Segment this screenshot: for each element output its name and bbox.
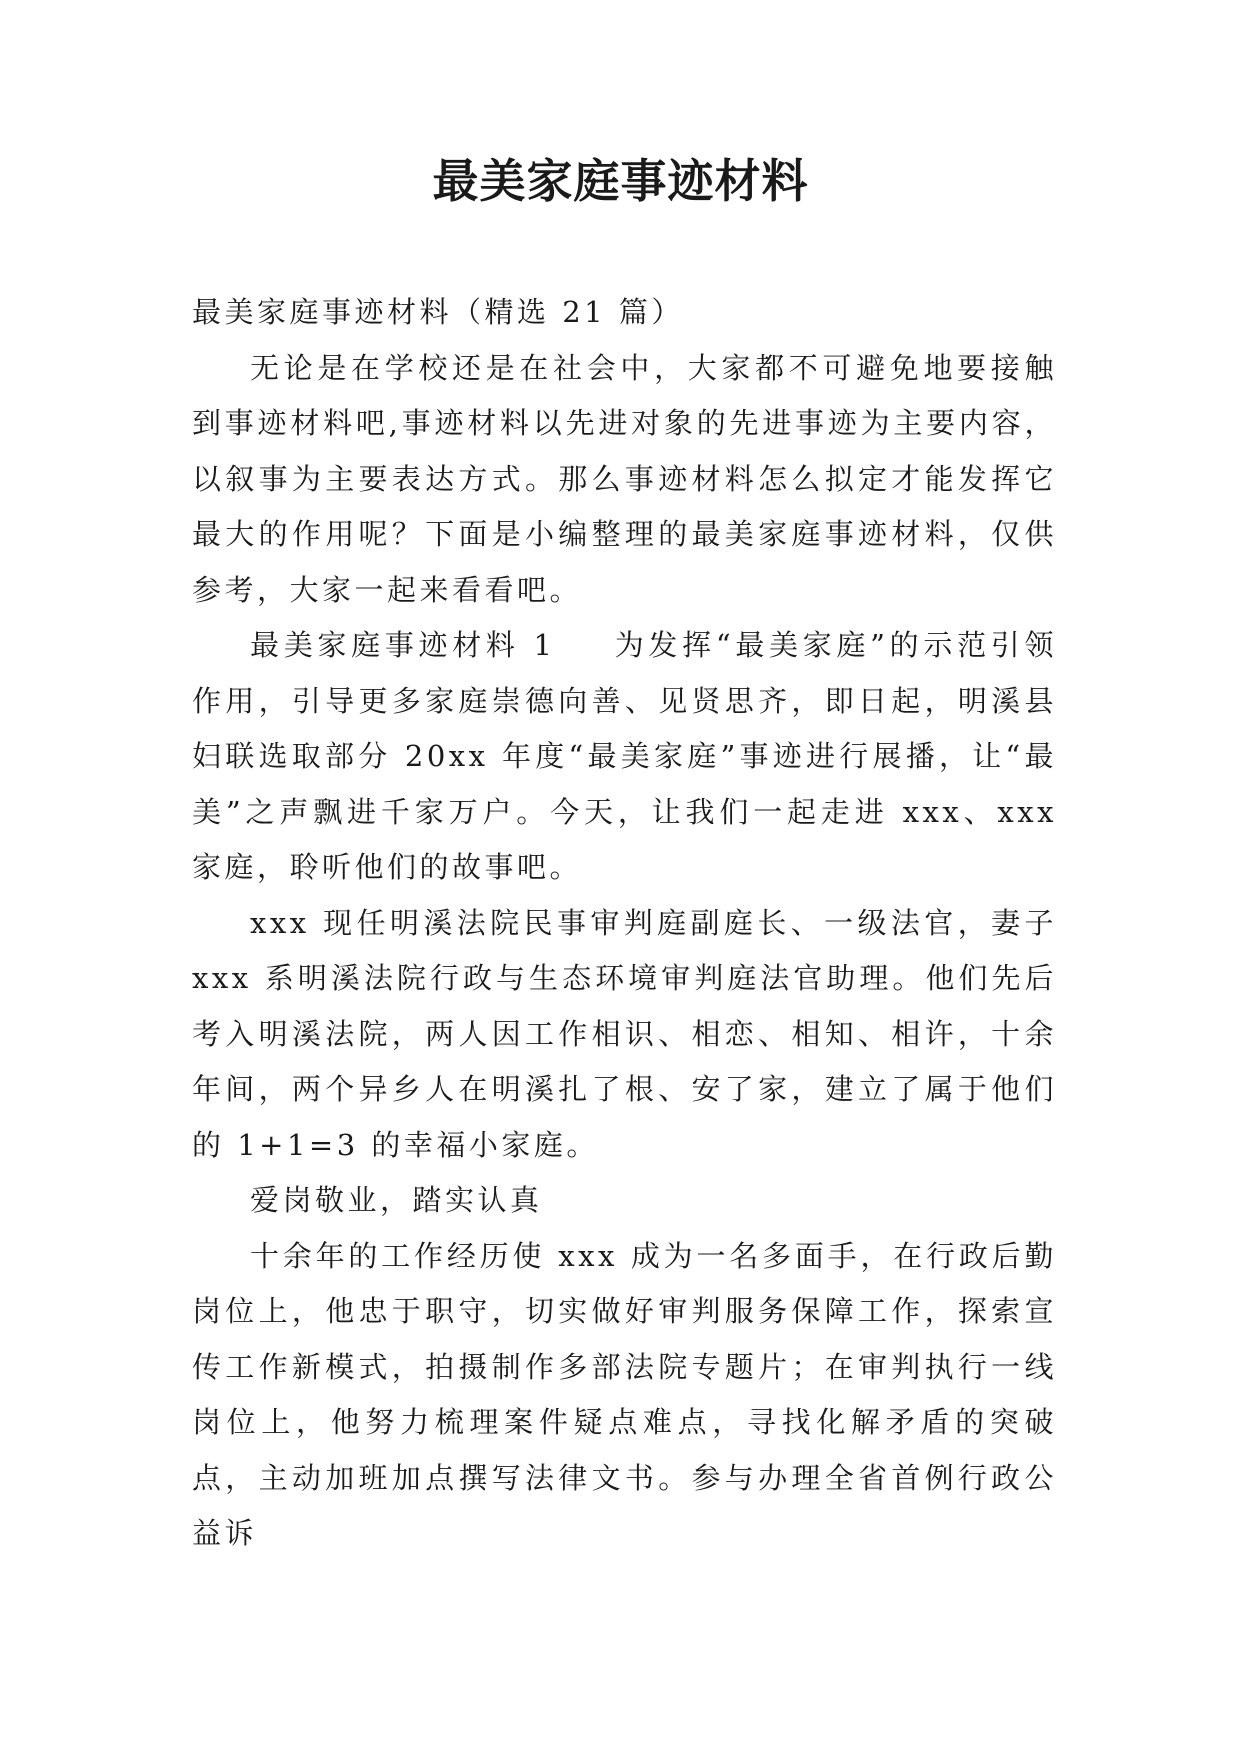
section-1-heading: 最美家庭事迹材料 1 bbox=[250, 628, 556, 662]
family-intro-paragraph: xxx 现任明溪法院民事审判庭副庭长、一级法官，妻子 xxx 系明溪法院行政与生态环境审判庭法官助理。他们先后考入明溪法院，两人因工作相识、相恋、相知、相许，十余年间，两个异乡人在明溪扎了根、安了家，建立了属于他们的 1+1=3 的幸福小家庭。 bbox=[192, 905, 1057, 1162]
intro-paragraph: 无论是在学校还是在社会中，大家都不可避免地要接触到事迹材料吧,事迹材料以先进对象的先进事迹为主要内容，以叙事为主要表达方式。那么事迹材料怎么拟定才能发挥它最大的作用呢？下面是小编整理的最美家庭事迹材料，仅供参考，大家一起来看看吧。 bbox=[192, 350, 1057, 607]
subheading: 爱岗敬业，踏实认真 bbox=[250, 1183, 543, 1217]
section-1-paragraph bbox=[192, 618, 1057, 896]
document-title: 最美家庭事迹材料 bbox=[432, 154, 809, 208]
document-subtitle: 最美家庭事迹材料（精选 21 篇） bbox=[192, 295, 684, 329]
section-1-text: 为发挥“最美家庭”的示范引领作用，引导更多家庭崇德向善、见贤思齐，即日起，明溪县妇联选取部分 20xx 年度“最美家庭”事迹进行展播，让“最美”之声飘进千家万户。今天，让我们一起走进 xxx、xxx 家庭，聆听他们的故事吧。 bbox=[192, 628, 1057, 884]
document-body bbox=[192, 285, 1057, 1562]
work-paragraph: 十余年的工作经历使 xxx 成为一名多面手，在行政后勤岗位上，他忠于职守，切实做好审判服务保障工作，探索宣传工作新模式，拍摄制作多部法院专题片；在审判执行一线岗位上，他努力梳理案件疑点难点，寻找化解矛盾的突破点，主动加班加点撰写法律文书。参与办理全省首例行政公益诉 bbox=[192, 1238, 1057, 1550]
